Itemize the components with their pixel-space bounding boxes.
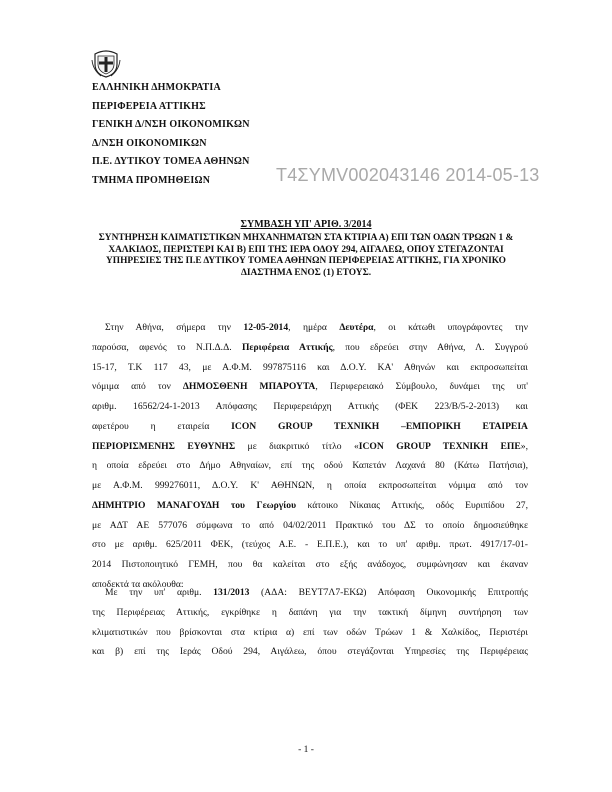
page-number: - 1 - [298,745,314,755]
text-line: ΠΕΡΙΟΡΙΣΜΕΝΗΣ ΕΥΘΥΝΗΣ με διακριτικό τίτλο «ICON GROUP ΤΕΧΝΙΚΗ ΕΠΕ», [92,440,528,452]
text-line: με ΑΔΤ ΑΕ 577076 σύμφωνα το από 04/02/2011 Πρακτικό του ΔΣ το οποίο δημοσιεύθηκε [92,519,528,531]
header-line: ΕΛΛΗΝΙΚΗ ΔΗΜΟΚΡΑΤΙΑ [92,82,221,93]
text-line: αριθμ. 16562/24-1-2013 Απόφασης Περιφερειάρχη Αττικής (ΦΕΚ 223/Β/5-2-2013) και [92,401,528,412]
contract-number: ΣΥΜΒΑΣΗ ΥΠ' ΑΡΙΘ. 3/2014 [240,219,372,230]
text-line: στο με αριθμ. 625/2011 ΦΕΚ, (τεύχος Α.Ε. - Ε.Π.Ε.), και το υπ' αριθμ. πρωτ. 4917/17-01- [92,539,528,551]
header-line: Π.Ε. ΔΥΤΙΚΟΥ ΤΟΜΕΑ ΑΘΗΝΩΝ [92,156,250,167]
text-line: η οποία εδρεύει στο Δήμο Αθηναίων, επί της οδού Καπετάν Λαχανά 80 (Κάτω Πατήσια), [92,460,528,472]
text-line: 15-17, Τ.Κ 117 43, με Α.Φ.Μ. 997875116 και Δ.Ο.Υ. ΚΑ' Αθηνών και εκπροσωπείται [92,361,528,373]
text-line: αφετέρου η εταιρεία ICON GROUP ΤΕΧΝΙΚΗ –ΕΜΠΟΡΙΚΗ ΕΤΑΙΡΕΙΑ [92,420,528,432]
body-paragraph-2 [92,583,528,662]
text-line: ΔΗΜΗΤΡΙΟ ΜΑΝΑΓΟΥΔΗ του Γεωργίου κάτοικο Νίκαιας Αττικής, οδός Ευριπίδου 27, [92,499,529,511]
issuer-header [92,79,250,190]
text-line: παρούσα, αφενός το Ν.Π.Δ.Δ. Περιφέρεια Αττικής, που εδρεύει στην Αθήνα, Λ. Συγγρού [92,341,528,353]
body-paragraph-1 [92,318,528,595]
header-line: Δ/ΝΣΗ ΟΙΚΟΝΟΜΙΚΩΝ [92,137,207,149]
text-line: και β) επί της Ιεράς Οδού 294, Αιγάλεω, όπου στεγάζονται Υπηρεσίες της Περιφέρειας [92,646,528,658]
text-line: Στην Αθήνα, σήμερα την 12-05-2014, ημέρα Δευτέρα, οι κάτωθι υπογράφοντες την [105,322,528,333]
text-line: αποδεκτά τα ακόλουθα: [92,578,184,590]
header-line: ΓΕΝΙΚΗ Δ/ΝΣΗ ΟΙΚΟΝΟΜΙΚΩΝ [92,119,250,130]
greek-emblem-icon [91,50,121,78]
text-line: 2014 Πιστοποιητικό ΓΕΜΗ, που θα καλείται στο εξής ανάδοχος, συμφώνησαν και έκαναν [92,559,528,570]
document-id-stamp: Τ4ΣΥΜV002043146 2014-05-13 [276,165,540,185]
text-line: νόμιμα από τον ΔΗΜΟΣΘΕΝΗ ΜΠΑΡΟΥΤΑ, Περιφερειακό Σύμβουλο, δυνάμει της υπ' [92,381,528,393]
text-line: Με την υπ' αριθμ. 131/2013 (ΑΔΑ: ΒΕΥΤ7Λ7-ΕΚΩ) Απόφαση Οικονομικής Επιτροπής [105,587,529,598]
contract-title: ΣΥΝΤΗΡΗΣΗ ΚΛΙΜΑΤΙΣΤΙΚΩΝ ΜΗΧΑΝΗΜΑΤΩΝ ΣΤΑ ΚΤΙΡΙΑ Α) ΕΠΙ ΤΩΝ ΟΔΩΝ ΤΡΩΩΝ 1 & ΧΑΛΚΙΔΟΣ, ΠΕΡΙΣΤΕΡΙ ΚΑΙ Β) ΕΠΙ ΤΗΣ ΙΕΡΑ ΟΔΟΥ 294, ΑΙΓΑΛΕΩ, ΟΠΟΥ ΣΤΕΓΑΖΟΝΤΑΙ ΥΠΗΡΕΣΙΕΣ ΤΗΣ Π.Ε ΔΥΤΙΚΟΥ ΤΟΜΕΑ ΑΘΗΝΩΝ ΠΕΡΙΦΕΡΕΙΑΣ ΑΤΤΙΚΗΣ, ΓΙΑ ΧΡΟΝΙΚΟ ΔΙΑΣΤΗΜΑ ΕΝΟΣ (1) ΕΤΟΥΣ. [98,233,514,278]
text-line: της Περιφέρειας Αττικής, εγκρίθηκε η δαπάνη για την τακτική δίμηνη συντήρηση των [92,606,528,618]
header-line: ΠΕΡΙΦΕΡΕΙΑ ΑΤΤΙΚΗΣ [92,100,206,112]
text-line: με Α.Φ.Μ. 999276011, Δ.Ο.Υ. Κ' ΑΘΗΝΩΝ, η οποία εκπροσωπείται νόμιμα από τον [92,480,528,491]
header-line: ΤΜΗΜΑ ΠΡΟΜΗΘΕΙΩΝ [92,174,211,186]
text-line: κλιματιστικών που βρίσκονται στα κτίρια α) επί των οδών Τρώων 1 & Χαλκίδος, Περιστέρι [92,626,528,638]
